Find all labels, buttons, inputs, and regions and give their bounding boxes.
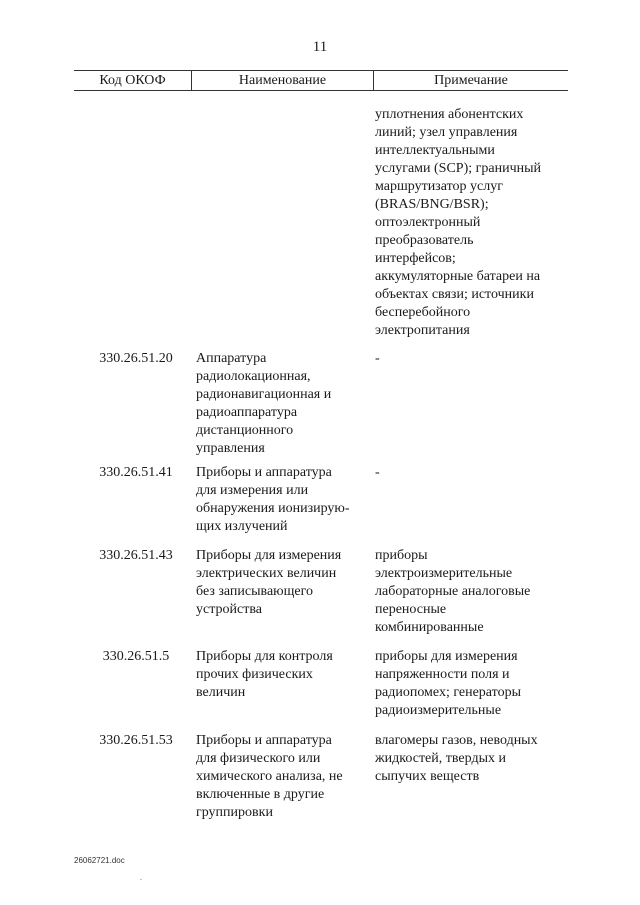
- row-note: приборы электроизмерительные лабораторные аналоговые переносные комбинированные: [375, 548, 531, 635]
- row-note: -: [375, 351, 380, 366]
- header-name: Наименование: [192, 71, 374, 90]
- row-name: Приборы и аппаратура для измерения или обнаружения ионизирую- щих излучений: [196, 465, 350, 534]
- row-name: Аппаратура радиолокационная, радионавигационная и радиоаппаратура дистанционного управления: [196, 351, 332, 456]
- row-note: приборы для измерения напряженности поля и радиопомех; генераторы радиоизмерительные: [375, 649, 522, 718]
- header-note: Примечание: [434, 73, 508, 88]
- row-code: 330.26.51.41: [99, 465, 173, 480]
- table-header: [74, 70, 568, 91]
- page-number: 11: [312, 39, 328, 55]
- row-name: Приборы для измерения электрических величин без записывающего устройства: [196, 548, 342, 617]
- header-code: Код ОКОФ: [74, 71, 192, 90]
- row-note: влагомеры газов, неводных жидкостей, твердых и сыпучих веществ: [375, 733, 538, 784]
- row-name: Приборы и аппаратура для физического или химического анализа, не включенные в другие группировки: [196, 733, 343, 820]
- row-name: Приборы для контроля прочих физических величин: [196, 649, 333, 700]
- row-note: уплотнения абонентских линий; узел управления интеллектуальными услугами (SCP); граничный маршрутизатор услуг (BRAS/BNG/BSR); оптоэлектронный преобразователь интерфейсов; аккумуляторные батареи на объектах связи; источники бесперебойного электропитания: [375, 107, 542, 338]
- row-code: 330.26.51.20: [99, 351, 173, 366]
- row-code: 330.26.51.53: [99, 733, 173, 748]
- row-note: -: [375, 465, 380, 480]
- footer-filename: 26062721.doc: [74, 856, 125, 865]
- row-code: 330.26.51.5: [102, 649, 170, 664]
- row-code: 330.26.51.43: [99, 548, 173, 563]
- footer-mark: .: [140, 873, 142, 882]
